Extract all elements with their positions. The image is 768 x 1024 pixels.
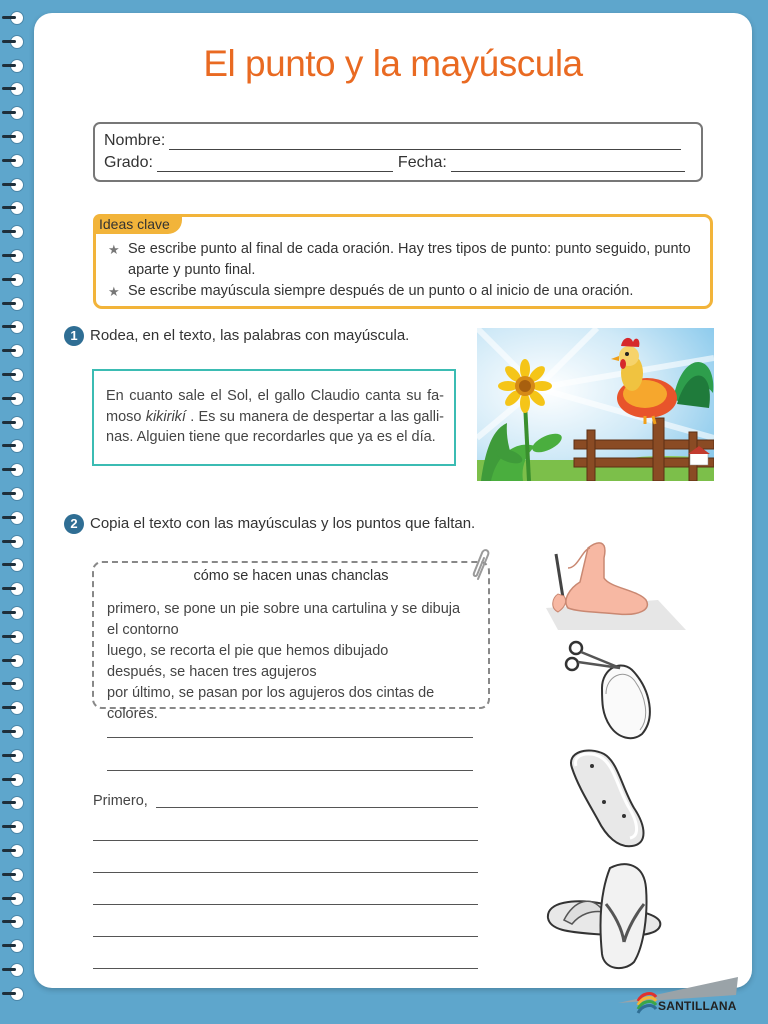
- answer-line[interactable]: [107, 770, 473, 771]
- note-line: el contorno: [107, 622, 179, 638]
- note-line: luego, se recorta el pie que hemos dibujado: [107, 643, 389, 659]
- binding-ring: [2, 868, 24, 882]
- binding-ring: [2, 773, 24, 787]
- answer-line[interactable]: [93, 968, 478, 969]
- binding-ring: [2, 344, 24, 358]
- clipped-note: [92, 561, 490, 722]
- binding-ring: [2, 106, 24, 120]
- answer-line[interactable]: [107, 737, 473, 738]
- name-label: Nombre:: [104, 132, 166, 149]
- exercise-number-badge: 2: [64, 514, 84, 534]
- note-line: después, se hacen tres agujeros: [107, 664, 317, 680]
- binding-ring: [2, 439, 24, 453]
- note-line: primero, se pone un pie sobre una cartulina y se dibuja: [107, 601, 461, 617]
- binding-ring: [2, 844, 24, 858]
- binding-ring: [2, 987, 24, 1001]
- name-field[interactable]: [169, 136, 681, 150]
- answer-line[interactable]: [156, 807, 478, 808]
- reading-text-box: En cuanto sale el Sol, el gallo Claudio canta su fa-moso kikirikí . Es su manera de despertar a las galli-nas. Alguien tiene que recordarles que ya es el día.: [92, 369, 456, 466]
- exercise-1-instruction: 1 Rodea, en el texto, las palabras con mayúscula.: [64, 326, 409, 346]
- worksheet-page: [34, 13, 752, 988]
- binding-ring: [2, 915, 24, 929]
- binding-ring: [2, 35, 24, 49]
- binding-ring: [2, 225, 24, 239]
- binding-ring: [2, 273, 24, 287]
- binding-ring: [2, 463, 24, 477]
- key-idea-item: ★ Se escribe punto al final de cada oración. Hay tres tipos de punto: punto seguido, punto aparte y punto final.: [108, 241, 691, 278]
- binding-ring: [2, 606, 24, 620]
- binding-ring: [2, 11, 24, 25]
- binding-ring: [2, 297, 24, 311]
- publisher-name: SANTILLANA: [658, 999, 737, 1013]
- binding-ring: [2, 368, 24, 382]
- key-idea-item: ★ Se escribe mayúscula siempre después de un punto o al inicio de una oración.: [108, 281, 708, 302]
- binding-ring: [2, 249, 24, 263]
- grade-label: Grado:: [104, 154, 153, 171]
- binding-ring: [2, 582, 24, 596]
- star-icon: ★: [108, 284, 120, 299]
- date-label: Fecha:: [397, 154, 447, 171]
- binding-ring: [2, 749, 24, 763]
- foot-tracing-illustration: [528, 538, 688, 633]
- binding-ring: [2, 59, 24, 73]
- flip-flop-sole-illustration: [562, 748, 657, 848]
- paperclip-icon: [470, 549, 494, 583]
- note-line: por último, se pasan por los agujeros dos cintas de colores.: [107, 685, 435, 722]
- rooster-sunflower-illustration: [477, 328, 714, 481]
- key-ideas-tab: Ideas clave: [93, 214, 182, 234]
- date-field[interactable]: [451, 158, 685, 172]
- answer-prompt: Primero,: [93, 793, 148, 809]
- binding-ring: [2, 654, 24, 668]
- exercise-2-instruction: 2 Copia el texto con las mayúsculas y los puntos que faltan.: [64, 514, 475, 534]
- binding-ring: [2, 416, 24, 430]
- key-ideas-box: [93, 214, 713, 309]
- binding-ring: [2, 677, 24, 691]
- finished-flip-flops-illustration: [544, 858, 669, 973]
- binding-ring: [2, 701, 24, 715]
- page-title: El punto y la mayúscula: [203, 43, 583, 84]
- binding-ring: [2, 630, 24, 644]
- binding-ring: [2, 82, 24, 96]
- binding-ring: [2, 487, 24, 501]
- answer-line[interactable]: [93, 872, 478, 873]
- binding-ring: [2, 178, 24, 192]
- binding-ring: [2, 963, 24, 977]
- binding-ring: [2, 201, 24, 215]
- binding-ring: [2, 939, 24, 953]
- binding-ring: [2, 392, 24, 406]
- note-title: cómo se hacen unas chanclas: [193, 568, 389, 584]
- binding-ring: [2, 558, 24, 572]
- binding-ring: [2, 892, 24, 906]
- publisher-logo: [636, 990, 766, 1020]
- binding-ring: [2, 725, 24, 739]
- binding-ring: [2, 820, 24, 834]
- star-icon: ★: [108, 242, 120, 257]
- answer-line[interactable]: [93, 904, 478, 905]
- answer-line[interactable]: [93, 840, 478, 841]
- binding-ring: [2, 511, 24, 525]
- binding-ring: [2, 535, 24, 549]
- binding-ring: [2, 154, 24, 168]
- binding-ring: [2, 796, 24, 810]
- grade-field[interactable]: [157, 158, 393, 172]
- binding-ring: [2, 130, 24, 144]
- santillana-logo-icon: [636, 991, 658, 1017]
- exercise-number-badge: 1: [64, 326, 84, 346]
- scissors-cutting-illustration: [562, 638, 662, 743]
- student-info-box: [93, 122, 703, 182]
- answer-line[interactable]: [93, 936, 478, 937]
- binding-ring: [2, 320, 24, 334]
